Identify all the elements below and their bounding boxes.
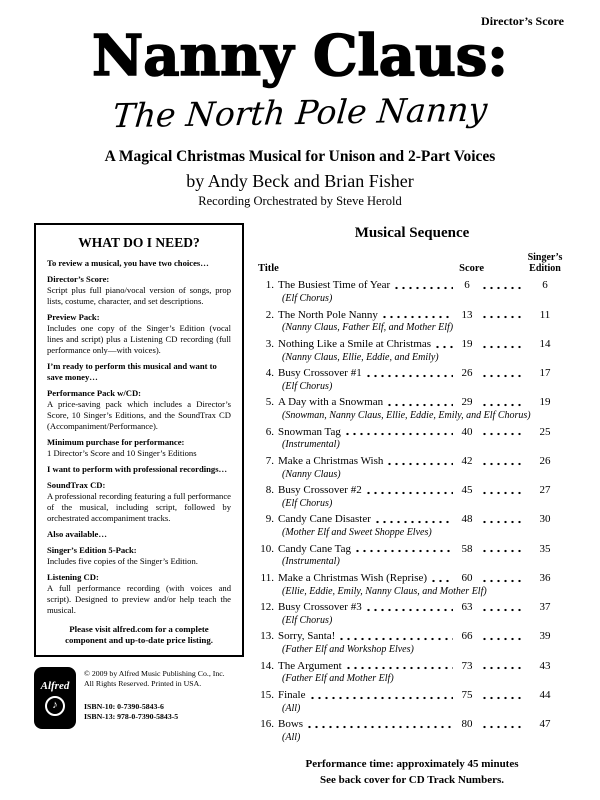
sequence-item (258, 455, 566, 481)
need-box-entry-head: Performance Pack w/CD: (47, 388, 142, 399)
cast-list: (All) (282, 731, 301, 743)
edition-page-number: 11 (539, 308, 551, 321)
item-number: 5. (265, 396, 274, 409)
sequence-item (258, 309, 566, 335)
sequence-item (258, 630, 566, 656)
cast-list: (Instrumental) (282, 556, 340, 568)
score-page-number: 19 (461, 337, 473, 350)
dot-leader (365, 491, 453, 495)
dot-leader (381, 315, 453, 319)
sequence-item (258, 543, 566, 569)
need-box-entry-body: A professional recording featuring a full performance of the musical, including script, followed by orchestrated accompaniment tracks. (47, 491, 231, 524)
item-number: 12. (260, 601, 274, 614)
cast-list: (Mother Elf and Sweet Shoppe Elves) (282, 527, 432, 539)
need-box-entry (47, 480, 231, 524)
score-page-number: 29 (461, 396, 473, 409)
script-subtitle: The North Pole Nanny (111, 89, 489, 136)
sequence-item-line (258, 513, 566, 527)
cast-list: (Elf Chorus) (282, 380, 333, 392)
song-title: Busy Crossover #3 (278, 601, 362, 614)
rights-line: All Rights Reserved. Printed in USA. (84, 679, 202, 689)
song-title: Busy Crossover #2 (278, 484, 362, 497)
dot-leader (374, 520, 453, 524)
song-title: The Busiest Time of Year (278, 279, 391, 292)
need-box-entry (47, 545, 231, 567)
song-title: The Argument (278, 659, 342, 672)
score-page-number: 58 (461, 542, 473, 555)
need-box-entry (47, 274, 231, 307)
dot-leader (481, 637, 521, 641)
sequence-item-line (258, 572, 566, 586)
need-box-entry (47, 572, 231, 616)
publisher-block (34, 667, 244, 729)
item-number: 10. (260, 542, 274, 555)
alfred-logo-text: Alfred (40, 679, 70, 692)
song-title: Busy Crossover #1 (278, 367, 362, 380)
need-box-title: WHAT DO I NEED? (78, 235, 200, 251)
sequence-item-line (258, 660, 566, 674)
score-page-number: 40 (461, 425, 473, 438)
cast-list: (Snowman, Nanny Claus, Ellie, Eddie, Emily, and Elf Chorus) (282, 410, 531, 422)
title-block (34, 23, 566, 209)
item-number: 14. (260, 659, 274, 672)
tagline: A Magical Christmas Musical for Unison and 2-Part Voices (104, 148, 496, 166)
sequence-item-line (258, 367, 566, 381)
dot-leader (354, 549, 453, 553)
dot-leader (481, 608, 521, 612)
need-box-entry (47, 437, 231, 459)
column-title: Title (258, 263, 279, 275)
need-box-entry-head: Director’s Score: (47, 274, 110, 285)
edition-page-number: 19 (539, 396, 551, 409)
score-page-number: 26 (461, 367, 473, 380)
score-page-number: 45 (461, 484, 473, 497)
dot-leader (338, 637, 453, 641)
score-page-number: 75 (461, 688, 473, 701)
sequence-item-line (258, 396, 566, 410)
need-box-sections (47, 258, 231, 647)
cd-track-note: See back cover for CD Track Numbers. (319, 773, 505, 786)
song-title: The North Pole Nanny (278, 308, 378, 321)
dot-leader (345, 666, 453, 670)
edition-page-number: 39 (539, 630, 551, 643)
sequence-item (258, 338, 566, 364)
alfred-logo (34, 667, 76, 729)
copyright-block (84, 669, 225, 690)
score-page-number: 80 (461, 718, 473, 731)
dot-leader (481, 462, 521, 466)
song-title: Candy Cane Tag (278, 542, 351, 555)
item-number: 1. (265, 279, 274, 292)
dot-leader (481, 696, 521, 700)
need-box-lead: Also available… (47, 529, 107, 540)
need-box-entry-body: Includes one copy of the Singer’s Edition (vocal lines and script) plus a Listening CD recording (full performance only—with voices). (47, 323, 231, 356)
orchestration-credit: Recording Orchestrated by Steve Herold (198, 194, 402, 209)
dot-leader (481, 666, 521, 670)
item-number: 7. (265, 454, 274, 467)
need-box-entry-body: A price-saving pack which includes a Director’s Score, 10 Singer’s Editions, and the SoundTrax CD (Accompaniment/Performance). (47, 399, 231, 432)
isbn-13: ISBN-13: 978-0-7390-5843-5 (84, 712, 179, 722)
need-box-entry-head: Listening CD: (47, 572, 99, 583)
dot-leader (481, 315, 521, 319)
edition-page-number: 25 (539, 425, 551, 438)
song-title: Nothing Like a Smile at Christmas (278, 337, 432, 350)
edition-page-number: 27 (539, 484, 551, 497)
edition-page-number: 44 (539, 688, 551, 701)
sequence-column-headers (258, 252, 566, 274)
performance-time: Performance time: approximately 45 minutes (305, 758, 519, 771)
sequence-item (258, 689, 566, 715)
item-number: 15. (260, 688, 274, 701)
edition-page-number: 47 (539, 718, 551, 731)
edition-page-number: 26 (539, 454, 551, 467)
dot-leader (481, 345, 521, 349)
dot-leader (481, 579, 521, 583)
cast-list: (Nanny Claus, Father Elf, and Mother Elf) (282, 322, 454, 334)
need-box-entry-head: Minimum purchase for performance: (47, 437, 185, 448)
cast-list: (Elf Chorus) (282, 293, 333, 305)
item-number: 3. (265, 337, 274, 350)
dot-leader (365, 608, 453, 612)
edition-page-number: 36 (539, 571, 551, 584)
need-box-lead: I want to perform with professional recordings… (47, 464, 228, 475)
sequence-item (258, 426, 566, 452)
sequence-item (258, 601, 566, 627)
corner-label: Director’s Score (481, 14, 564, 28)
sequence-item-line (258, 689, 566, 703)
publisher-text (84, 667, 225, 723)
sequence-item-line (258, 455, 566, 469)
need-box-entry-body: A full performance recording (with voices and script). Designed to preview and/or help teach the musical. (47, 583, 231, 616)
score-page-number: 73 (461, 659, 473, 672)
edition-page-number: 14 (539, 337, 551, 350)
dot-leader (481, 491, 521, 495)
dot-leader (386, 403, 453, 407)
sequence-item (258, 572, 566, 598)
sequence-item-line (258, 718, 566, 732)
score-page-number: 42 (461, 454, 473, 467)
sequence-item-line (258, 601, 566, 615)
dot-leader (481, 286, 521, 290)
need-box-entry-head: Preview Pack: (47, 312, 100, 323)
song-title: Bows (278, 718, 304, 731)
isbn-block (84, 702, 225, 723)
need-box-entry (47, 388, 231, 432)
cast-list: (Father Elf and Workshop Elves) (282, 644, 414, 656)
sequence-item (258, 513, 566, 539)
score-page-number: 13 (461, 308, 473, 321)
what-do-i-need-box (34, 223, 244, 657)
song-title: Finale (278, 688, 306, 701)
sequence-item-line (258, 426, 566, 440)
item-number: 11. (260, 571, 274, 584)
item-number: 13. (260, 630, 274, 643)
dot-leader (430, 579, 453, 583)
byline: by Andy Beck and Brian Fisher (186, 171, 414, 192)
sequence-item-line (258, 484, 566, 498)
column-singers-edition (524, 252, 566, 274)
edition-page-number: 6 (542, 279, 548, 292)
sequence-item (258, 396, 566, 422)
sequence-list (258, 279, 566, 747)
dot-leader (393, 286, 453, 290)
song-title: Snowman Tag (278, 425, 341, 438)
edition-page-number: 37 (539, 601, 551, 614)
cast-list: (Elf Chorus) (282, 497, 333, 509)
dot-leader (386, 462, 453, 466)
sequence-item-line (258, 309, 566, 323)
item-number: 8. (265, 484, 274, 497)
sequence-item-line (258, 543, 566, 557)
isbn-10: ISBN-10: 0-7390-5843-6 (84, 701, 164, 711)
right-column (244, 223, 566, 788)
cast-list: (Nanny Claus) (282, 468, 341, 480)
cast-list: (Ellie, Eddie, Emily, Nanny Claus, and Mother Elf) (282, 585, 487, 597)
performance-note (258, 757, 566, 788)
musical-sequence-heading: Musical Sequence (354, 225, 470, 242)
need-box-entry-head: SoundTrax CD: (47, 480, 106, 491)
sequence-item (258, 279, 566, 305)
need-box-entry (47, 312, 231, 356)
song-title: Make a Christmas Wish (Reprise) (278, 571, 428, 584)
need-box-entry-body: 1 Director’s Score and 10 Singer’s Editions (47, 448, 197, 459)
dot-leader (309, 696, 454, 700)
sequence-item-line (258, 630, 566, 644)
column-singers: Singer’s (527, 252, 563, 264)
lyre-icon: ♪ (45, 696, 65, 716)
need-box-entry-body: Includes five copies of the Singer’s Edition. (47, 556, 198, 567)
sequence-item (258, 718, 566, 744)
main-title: Nanny Claus: (92, 23, 508, 89)
score-page-number: 6 (464, 279, 470, 292)
column-score: Score (459, 263, 484, 275)
song-title: Candy Cane Disaster (278, 513, 371, 526)
dot-leader (481, 549, 521, 553)
need-box-entry-body: Script plus full piano/vocal version of songs, prop lists, costume, character, and set descriptions. (47, 285, 231, 307)
edition-page-number: 35 (539, 542, 551, 555)
cast-list: (Nanny Claus, Ellie, Eddie, and Emily) (282, 351, 439, 363)
song-title: Make a Christmas Wish (278, 454, 384, 467)
cast-list: (Elf Chorus) (282, 614, 333, 626)
dot-leader (481, 520, 521, 524)
item-number: 16. (260, 718, 274, 731)
dot-leader (365, 374, 453, 378)
left-column (34, 223, 244, 788)
copyright-line: © 2009 by Alfred Music Publishing Co., Inc. (84, 668, 225, 678)
song-title: Sorry, Santa! (278, 630, 336, 643)
need-box-entry-head: Singer’s Edition 5-Pack: (47, 545, 137, 556)
dot-leader (481, 432, 521, 436)
edition-page-number: 17 (539, 367, 551, 380)
dot-leader (434, 345, 453, 349)
need-box-lead: To review a musical, you have two choices… (47, 258, 209, 269)
main-columns (34, 223, 566, 788)
sequence-item (258, 367, 566, 393)
edition-page-number: 43 (539, 659, 551, 672)
song-title: A Day with a Snowman (278, 396, 384, 409)
sequence-item-line (258, 279, 566, 293)
edition-page-number: 30 (539, 513, 551, 526)
item-number: 6. (265, 425, 274, 438)
cast-list: (Father Elf and Mother Elf) (282, 673, 394, 685)
item-number: 2. (265, 308, 274, 321)
dot-leader (481, 725, 521, 729)
score-page-number: 60 (461, 571, 473, 584)
score-page-number: 66 (461, 630, 473, 643)
need-box-lead: I’m ready to perform this musical and want to save money… (47, 361, 217, 383)
score-page-number: 63 (461, 601, 473, 614)
item-number: 9. (265, 513, 274, 526)
sequence-item (258, 484, 566, 510)
dot-leader (306, 725, 453, 729)
cast-list: (Instrumental) (282, 439, 340, 451)
score-page-number: 48 (461, 513, 473, 526)
cast-list: (All) (282, 702, 301, 714)
column-edition: Edition (529, 263, 561, 275)
sequence-item-line (258, 338, 566, 352)
dot-leader (481, 374, 521, 378)
need-box-footer: Please visit alfred.com for a complete component and up-to-date price listing. (65, 624, 213, 646)
dot-leader (481, 403, 521, 407)
dot-leader (344, 432, 453, 436)
item-number: 4. (265, 367, 274, 380)
sequence-item (258, 660, 566, 686)
